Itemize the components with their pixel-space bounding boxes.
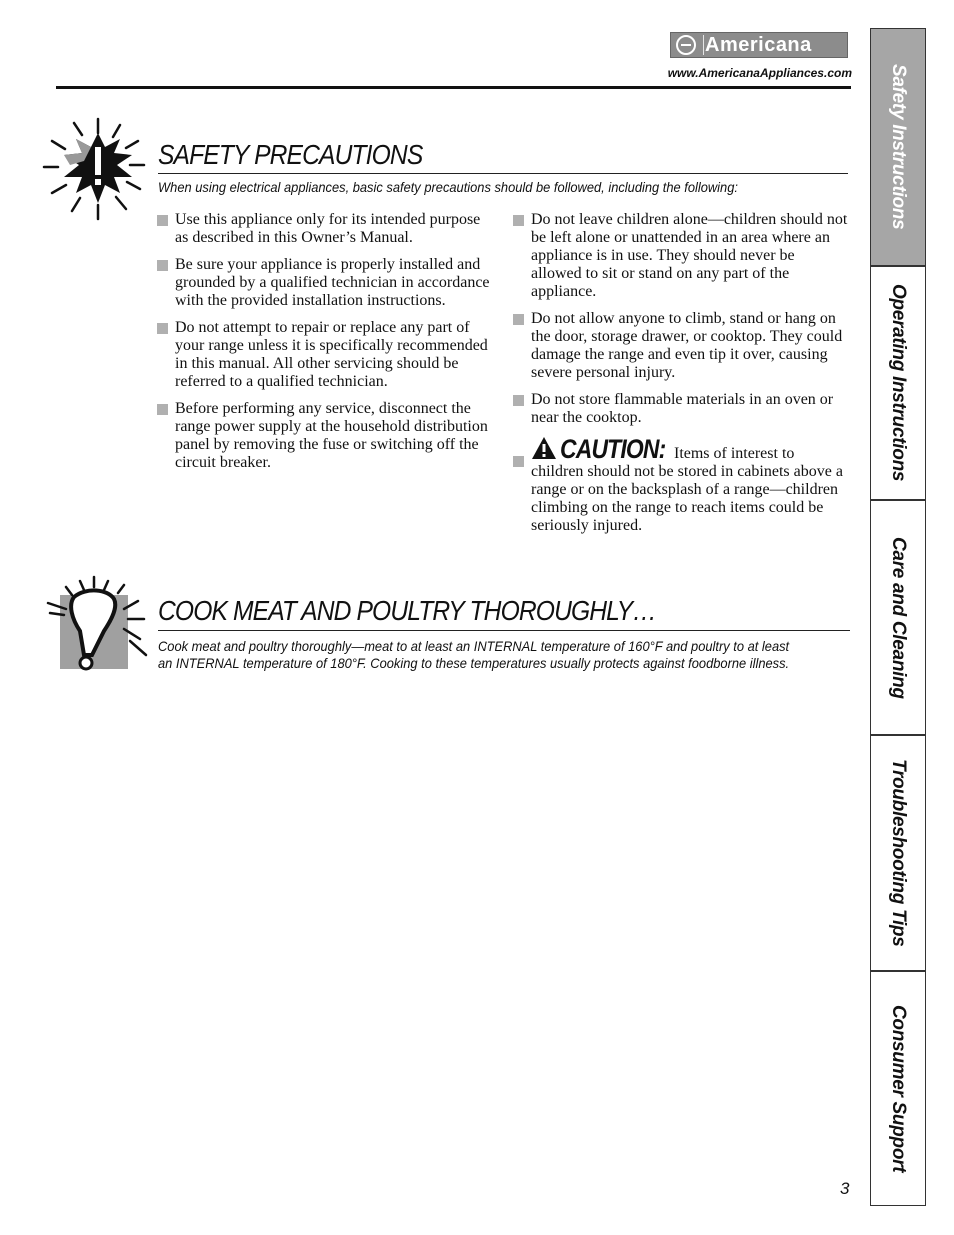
tab-consumer-support[interactable] <box>871 970 925 1205</box>
safety-item-climb: Do not allow anyone to climb, stand or hang on the door, storage drawer, or cooktop. They could damage the range and even tip it over, causing severe personal injury. <box>513 310 848 382</box>
tab-label: Operating Instructions <box>888 284 909 482</box>
tab-operating-instructions[interactable] <box>871 265 925 499</box>
safety-right-column <box>513 211 848 535</box>
cook-title: COOK MEAT AND POULTRY THOROUGHLY… <box>158 595 657 626</box>
americana-logo <box>670 32 848 58</box>
tab-care-and-cleaning[interactable] <box>871 499 925 734</box>
safety-item-purpose: Use this appliance only for its intended purpose as described in this Owner’s Manual. <box>157 211 492 247</box>
brand-name: Americana <box>705 33 812 56</box>
safety-title: SAFETY PRECAUTIONS <box>158 139 423 170</box>
cook-text-line-1: Cook meat and poultry thoroughly—meat to at least an INTERNAL temperature of 160°F and poultry to at least <box>158 638 790 654</box>
safety-item-installation: Be sure your appliance is properly installed and grounded by a qualified technician in accordance with the provided installation instructions. <box>157 256 492 310</box>
caution-label: CAUTION: <box>560 434 666 464</box>
safety-item-flammable: Do not store flammable materials in an oven or near the cooktop. <box>513 391 848 427</box>
lightbulb-exclamation-icon <box>44 575 156 675</box>
warning-triangle-icon <box>531 436 557 460</box>
tab-safety-instructions[interactable] <box>871 29 925 265</box>
safety-title-rule <box>158 173 848 174</box>
section-tabs <box>870 28 926 1206</box>
logo-divider <box>703 35 704 55</box>
exclamation-burst-icon <box>40 115 155 225</box>
americana-logo-icon <box>676 35 696 55</box>
tab-label: Care and Cleaning <box>888 536 909 699</box>
safety-item-disconnect: Before performing any service, disconnect the range power supply at the household distribution panel by removing the fuse or switching off the circuit breaker. <box>157 400 492 472</box>
tab-label: Consumer Support <box>888 1004 909 1173</box>
page-number: 3 <box>840 1179 850 1198</box>
safety-item-children: Do not leave children alone—children should not be left alone or unattended in an area where an appliance is in use. They should never be allowed to sit or stand on any part of the appliance. <box>513 211 848 301</box>
caution-text: Items of interest to children should not be stored in cabinets above a range or on the backsplash of a range—children climbing on the range to reach items could be seriously injured. <box>531 445 843 534</box>
cook-title-rule <box>158 630 850 631</box>
tab-troubleshooting-tips[interactable] <box>871 734 925 970</box>
tab-label: Safety Instructions <box>888 64 909 230</box>
caution-item <box>513 436 848 535</box>
safety-left-column <box>157 211 492 481</box>
header-rule <box>56 86 851 89</box>
safety-item-repair: Do not attempt to repair or replace any part of your range unless it is specifically recommended in this manual. All other servicing should be referred to a qualified technician. <box>157 319 492 391</box>
website-url[interactable]: www.AmericanaAppliances.com <box>667 66 852 80</box>
tab-label: Troubleshooting Tips <box>888 759 909 947</box>
cook-text-line-2: an INTERNAL temperature of 180°F. Cooking to these temperatures usually protects against foodborne illness. <box>158 655 790 671</box>
safety-intro: When using electrical appliances, basic safety precautions should be followed, including the following: <box>158 179 738 195</box>
